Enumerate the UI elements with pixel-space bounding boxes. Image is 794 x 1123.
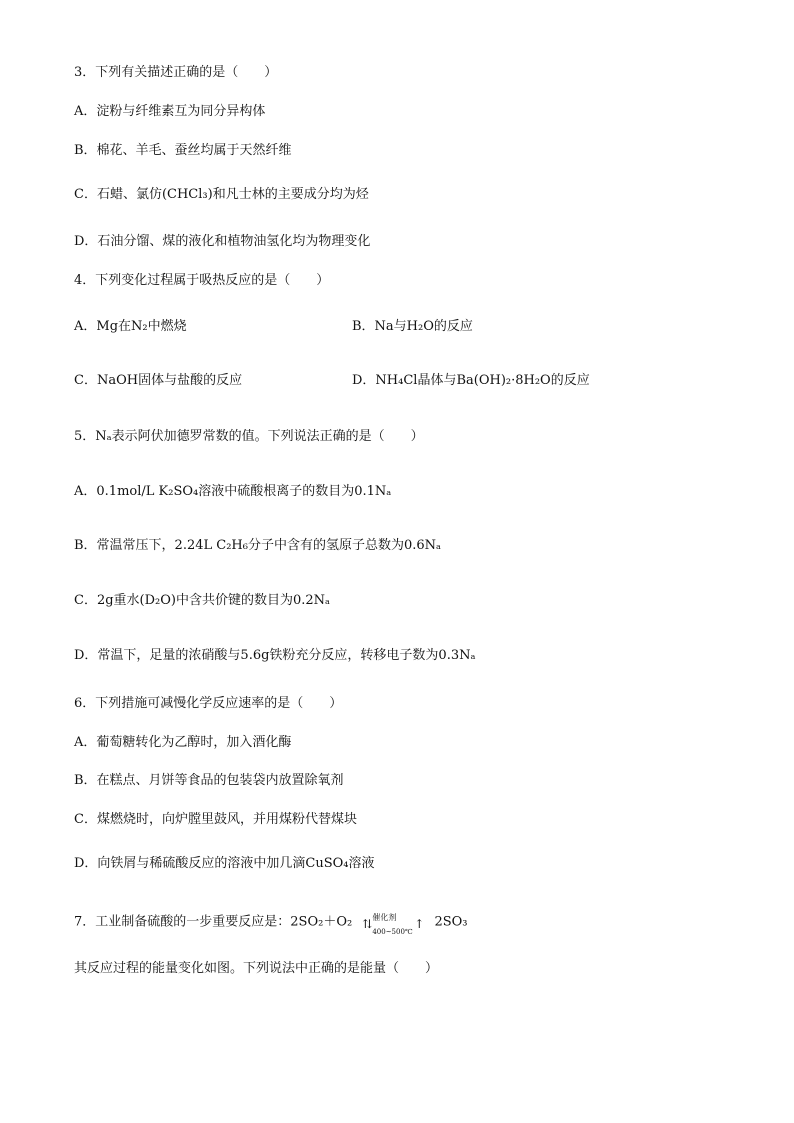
q5-stem: 5．Nₐ表示阿伏加德罗常数的值。下列说法正确的是（ ） — [74, 429, 424, 444]
q4-option-b: B．Na与H₂O的反应 — [352, 319, 473, 334]
q5-option-c: C．2g重水(D₂O)中含共价键的数目为0.2Nₐ — [74, 593, 331, 608]
reversible-arrow-icon: ⇅ 催化剂 400~500℃ ↑ — [358, 913, 428, 931]
q3-option-b: B．棉花、羊毛、蚕丝均属于天然纤维 — [74, 143, 292, 158]
q3-option-c: C．石蜡、氯仿(CHCl₃)和凡士林的主要成分均为烃 — [74, 187, 369, 202]
q7-stem — [74, 913, 468, 936]
q4-option-c: C．NaOH固体与盐酸的反应 — [74, 373, 243, 388]
q6-stem: 6．下列措施可减慢化学反应速率的是（ ） — [74, 696, 343, 711]
q7-stem-left: 7．工业制备硫酸的一步重要反应是：2SO₂＋O₂ — [74, 914, 353, 930]
q4-option-d: D．NH₄Cl晶体与Ba(OH)₂·8H₂O的反应 — [352, 373, 590, 388]
q6-option-b: B．在糕点、月饼等食品的包装袋内放置除氧剂 — [74, 773, 344, 788]
q3-option-a: A．淀粉与纤维素互为同分异构体 — [74, 104, 266, 119]
q3-stem: 3．下列有关描述正确的是（ ） — [74, 65, 278, 80]
q7-line2: 其反应过程的能量变化如图。下列说法中正确的是能量（ ） — [74, 961, 439, 976]
q6-option-c: C．煤燃烧时，向炉膛里鼓风，并用煤粉代替煤块 — [74, 812, 357, 827]
arrow-condition-bottom: 400~500℃ — [372, 928, 413, 936]
q5-option-d: D．常温下，足量的浓硝酸与5.6g铁粉充分反应，转移电子数为0.3Nₐ — [74, 648, 476, 663]
q4-stem: 4．下列变化过程属于吸热反应的是（ ） — [74, 273, 330, 288]
q5-option-b: B．常温常压下，2.24L C₂H₆分子中含有的氢原子总数为0.6Nₐ — [74, 538, 442, 553]
q6-option-a: A．葡萄糖转化为乙醇时，加入酒化酶 — [74, 735, 292, 750]
q3-option-d: D．石油分馏、煤的液化和植物油氢化均为物理变化 — [74, 234, 371, 249]
q6-option-d: D．向铁屑与稀硫酸反应的溶液中加几滴CuSO₄溶液 — [74, 856, 375, 871]
arrow-condition-top: 催化剂 — [372, 913, 397, 922]
q7-stem-right: 2SO₃ — [434, 914, 468, 930]
q5-option-a: A．0.1mol/L K₂SO₄溶液中硫酸根离子的数目为0.1Nₐ — [74, 484, 392, 499]
q4-option-a: A．Mg在N₂中燃烧 — [74, 319, 187, 334]
